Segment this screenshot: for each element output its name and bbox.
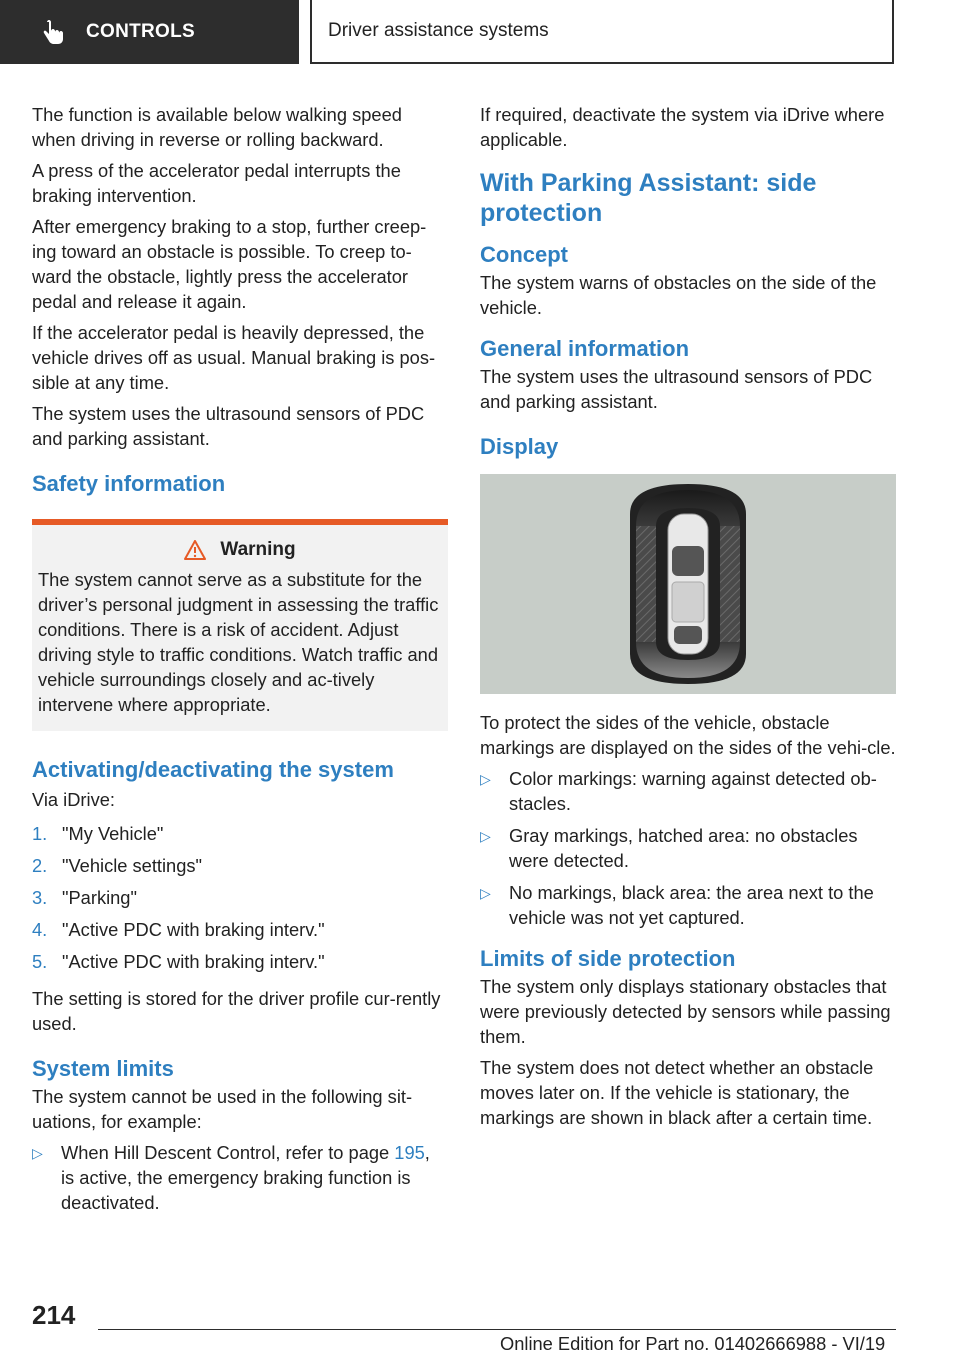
list-item: [480, 823, 896, 873]
paragraph: The setting is stored for the driver profile cur‐rently used.: [32, 988, 441, 1034]
paragraph: After emergency braking to a stop, further creep‐ing toward an obstacle is possible. To creep to‐ward the obstacle, lightly press the accelerator pedal and release it again.: [32, 216, 427, 312]
step-number: 3.: [32, 887, 48, 908]
side-protection-display-image: [480, 474, 896, 694]
right-column: [480, 102, 896, 1136]
warning-text: The system cannot serve as a substitute for the driver’s personal judgment in assessing the traffic conditions. There is a risk of accident. Adjust driving style to traffic conditions. Watch traffic and vehicle surroundings closely and ac‐tively intervene where appropriate.: [38, 569, 439, 715]
paragraph: The system does not detect whether an obstacle moves later on. If the vehicle is stationary, the markings are shown in black after a certain time.: [480, 1057, 874, 1128]
list-item: [32, 850, 448, 882]
general-info-heading: General information: [480, 336, 690, 361]
steps-list: [32, 818, 448, 978]
paragraph: The system only displays stationary obstacles that were previously detected by sensors while passing them.: [480, 976, 891, 1047]
triangle-bullet-icon: ▷: [480, 828, 491, 844]
safety-heading: Safety information: [32, 471, 226, 496]
paragraph: The function is available below walking speed when driving in reverse or rolling backward.: [32, 104, 402, 150]
step-number: 2.: [32, 855, 48, 876]
triangle-bullet-icon: ▷: [32, 1145, 43, 1161]
step-text: "Parking": [62, 887, 137, 908]
concept-heading: Concept: [480, 242, 568, 267]
list-item-text: No markings, black area: the area next to the vehicle was not yet captured.: [509, 882, 874, 928]
paragraph: If required, deactivate the system via iDrive where applicable.: [480, 104, 885, 150]
list-item-text: Color markings: warning against detected ob‐stacles.: [509, 768, 877, 814]
paragraph: To protect the sides of the vehicle, obstacle markings are displayed on the sides of the vehi‐cle.: [480, 712, 896, 758]
via-idrive-text: Via iDrive:: [32, 789, 115, 810]
side-protection-heading: With Parking Assistant: side protection: [480, 169, 817, 227]
section-tab-label: CONTROLS: [86, 21, 196, 42]
footer-edition-text: Online Edition for Part no. 01402666988 - VI/19: [500, 1333, 886, 1354]
warning-header: [38, 539, 442, 561]
paragraph: The system cannot be used in the following sit‐uations, for example:: [32, 1086, 413, 1132]
paragraph: If the accelerator pedal is heavily depressed, the vehicle drives off as usual. Manual braking is pos‐sible at any time.: [32, 322, 436, 393]
step-text: "My Vehicle": [62, 823, 164, 844]
left-column: [32, 102, 448, 1223]
list-item-text-part: When Hill Descent Control, refer to page: [61, 1142, 395, 1163]
footer-divider: [98, 1329, 896, 1330]
step-text: "Vehicle settings": [62, 855, 203, 876]
step-text: "Active PDC with braking interv.": [62, 919, 325, 940]
activate-heading: Activating/deactivating the system: [32, 757, 394, 782]
list-item: [32, 946, 448, 978]
list-item: [32, 1140, 448, 1215]
markings-list: [480, 766, 896, 930]
warning-box: [32, 519, 448, 731]
system-limits-heading: System limits: [32, 1056, 174, 1081]
limits-side-protection-heading: Limits of side protection: [480, 946, 736, 971]
list-item: [32, 882, 448, 914]
header-title-box: [310, 0, 894, 64]
hand-pointer-icon: [40, 19, 66, 45]
step-number: 1.: [32, 823, 48, 844]
page-number: 214: [32, 1300, 76, 1330]
step-number: 5.: [32, 951, 48, 972]
list-item-text: [61, 1140, 448, 1215]
display-heading: Display: [480, 434, 559, 459]
paragraph: A press of the accelerator pedal interrupts the braking intervention.: [32, 160, 401, 206]
section-title: Driver assistance systems: [328, 20, 549, 41]
list-item-text: Gray markings, hatched area: no obstacles were detected.: [509, 825, 858, 871]
step-text: "Active PDC with braking interv.": [62, 951, 325, 972]
header-section-tab: [0, 0, 299, 64]
step-number: 4.: [32, 919, 48, 940]
triangle-bullet-icon: ▷: [480, 771, 491, 787]
paragraph: The system uses the ultrasound sensors of PDC and parking assistant.: [32, 403, 425, 449]
paragraph: The system warns of obstacles on the side of the vehicle.: [480, 272, 877, 318]
vehicle-top-view-illustration: [480, 474, 896, 694]
list-item-text-part: , is active, the emergency braking function is deactivated.: [61, 1142, 430, 1213]
limits-list: [32, 1140, 448, 1215]
list-item: [480, 880, 896, 930]
list-item: [32, 818, 448, 850]
page-reference-link[interactable]: 195: [394, 1142, 425, 1163]
paragraph: The system uses the ultrasound sensors of PDC and parking assistant.: [480, 366, 873, 412]
warning-title: Warning: [220, 539, 296, 560]
list-item: [480, 766, 896, 816]
warning-triangle-icon: [184, 540, 206, 560]
list-item: [32, 914, 448, 946]
triangle-bullet-icon: ▷: [480, 885, 491, 901]
